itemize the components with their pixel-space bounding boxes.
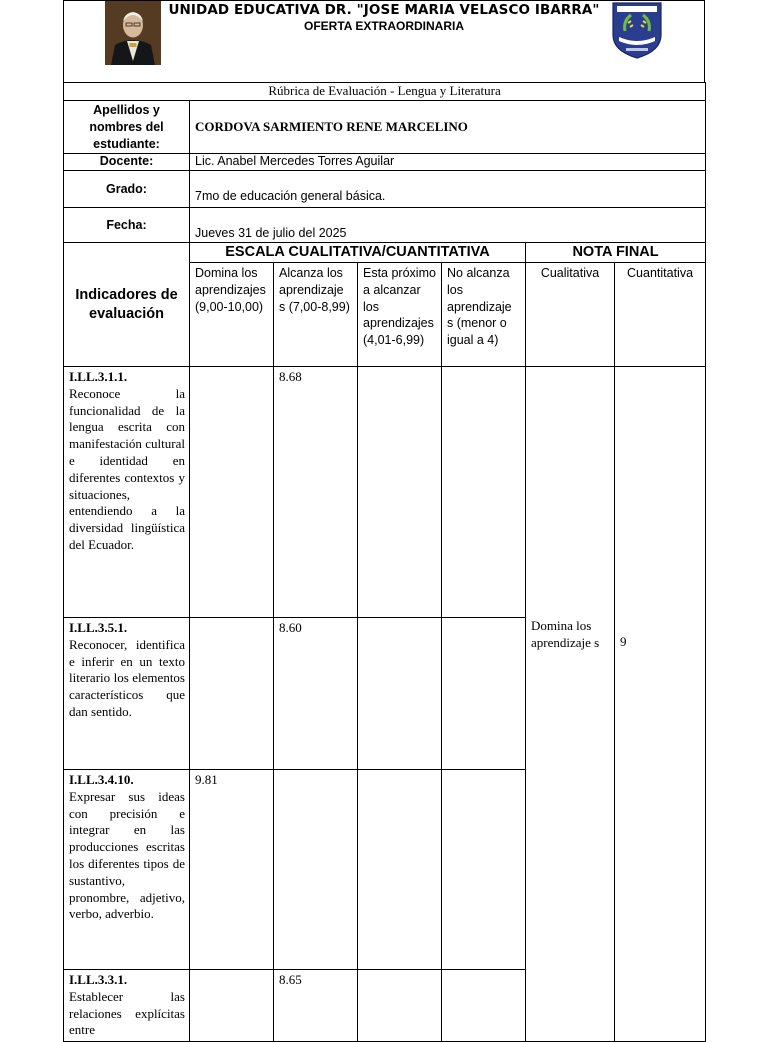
student-name: CORDOVA SARMIENTO RENE MARCELINO	[190, 101, 706, 154]
date-value: Jueves 31 de julio del 2025	[190, 208, 706, 243]
score-cell	[358, 970, 442, 1042]
final-quantitative-value: 9	[615, 367, 706, 1042]
school-name: UNIDAD EDUCATIVA DR. "JOSE MARIA VELASCO IBARRA"	[168, 2, 600, 18]
teacher-label: Docente:	[64, 154, 190, 171]
score-cell: 8.68	[274, 367, 358, 618]
grade-value: 7mo de educación general básica.	[190, 171, 706, 208]
school-crest-icon	[611, 1, 663, 59]
document-header	[63, 0, 705, 82]
final-col-quantitative: Cuantitativa	[615, 263, 706, 367]
score-cell: 9.81	[190, 770, 274, 970]
scale-col-achieves: Alcanza los aprendizaje s (7,00-8,99)	[274, 263, 358, 367]
indicator-cell	[64, 367, 190, 618]
scale-col-approaching: Esta próximo a alcanzar los aprendizajes (4,01-6,99)	[358, 263, 442, 367]
rubric-table	[63, 82, 706, 1042]
table-row	[64, 367, 706, 618]
indicator-text: Reconocer, identifica e inferir en un texto literario los elementos característicos que dan sentido.	[69, 636, 185, 719]
final-grade-header: NOTA FINAL	[526, 243, 706, 263]
indicator-text: Establecer las relaciones explícitas entre	[69, 988, 185, 1038]
indicator-code: I.LL.3.4.10.	[69, 772, 134, 787]
score-cell	[442, 618, 526, 770]
score-cell: 8.60	[274, 618, 358, 770]
student-label: Apellidos y nombres del estudiante:	[64, 101, 190, 154]
score-cell	[274, 770, 358, 970]
score-cell	[358, 367, 442, 618]
score-cell	[442, 367, 526, 618]
final-qualitative-value: Domina los aprendizaje s	[526, 367, 615, 1042]
score-cell	[442, 770, 526, 970]
indicator-code: I.LL.3.1.1.	[69, 369, 128, 384]
date-label: Fecha:	[64, 208, 190, 243]
indicator-cell	[64, 618, 190, 770]
scale-col-mastery: Domina los aprendizajes (9,00-10,00)	[190, 263, 274, 367]
indicator-cell	[64, 970, 190, 1042]
score-cell	[190, 970, 274, 1042]
score-cell	[190, 367, 274, 618]
indicator-code: I.LL.3.3.1.	[69, 972, 128, 987]
indicator-code: I.LL.3.5.1.	[69, 620, 128, 635]
final-col-qualitative: Cualitativa	[526, 263, 615, 367]
teacher-name: Lic. Anabel Mercedes Torres Aguilar	[190, 154, 706, 171]
score-cell: 8.65	[274, 970, 358, 1042]
score-cell	[190, 618, 274, 770]
rubric-sheet	[63, 0, 705, 1042]
indicators-header: Indicadores de evaluación	[64, 243, 190, 367]
program-name: OFERTA EXTRAORDINARIA	[304, 19, 464, 33]
grade-label: Grado:	[64, 171, 190, 208]
indicator-text: Reconoce la funcionalidad de la lengua escrita con manifestación cultural e identidad en diferentes contextos y situaciones, entendiendo a la diversidad lingüística del Ecuador.	[69, 385, 185, 552]
indicator-text: Expresar sus ideas con precisión e integrar en las producciones escritas los diferentes tipos de sustantivo, pronombre, adjetivo, verbo, adverbio.	[69, 788, 185, 922]
score-cell	[358, 770, 442, 970]
scale-col-not-achieved: No alcanza los aprendizaje s (menor o igual a 4)	[442, 263, 526, 367]
score-cell	[442, 970, 526, 1042]
score-cell	[358, 618, 442, 770]
scale-header: ESCALA CUALITATIVA/CUANTITATIVA	[190, 243, 526, 263]
portrait-image	[105, 1, 161, 65]
indicator-cell	[64, 770, 190, 970]
rubric-title: Rúbrica de Evaluación - Lengua y Literatura	[64, 83, 706, 101]
